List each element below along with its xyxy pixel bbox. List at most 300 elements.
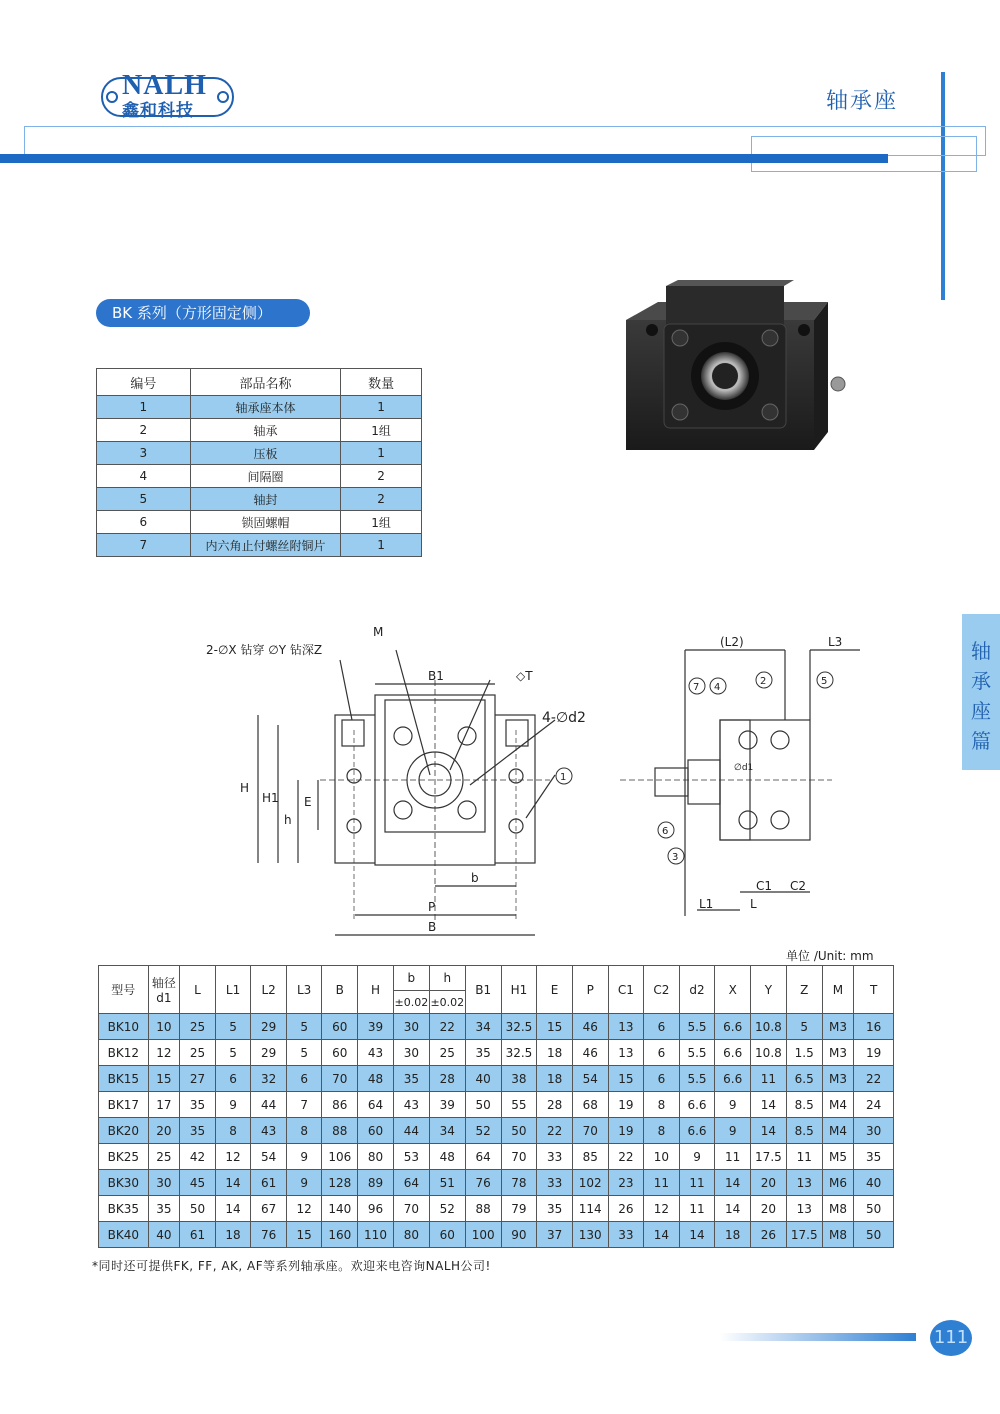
spec-cell: 130 (572, 1222, 608, 1248)
spec-cell: 22 (537, 1118, 573, 1144)
side-view (620, 650, 860, 916)
parts-row (97, 465, 422, 488)
spec-row (99, 1040, 894, 1066)
side-category-tab (962, 614, 1000, 770)
spec-cell: 29 (251, 1040, 287, 1066)
spec-cell: 96 (358, 1196, 394, 1222)
spec-cell: 25 (429, 1040, 465, 1066)
series-title-pill: BK 系列（方形固定侧） (96, 299, 310, 327)
spec-cell: 34 (429, 1118, 465, 1144)
spec-cell: 10 (644, 1144, 680, 1170)
spec-header-cell: C1 (608, 966, 644, 1014)
spec-cell: 11 (786, 1144, 822, 1170)
spec-cell: 60 (322, 1040, 358, 1066)
spec-header-model: 型号 (99, 966, 149, 1014)
parts-cell: 间隔圈 (190, 465, 341, 488)
label-p: P (428, 900, 436, 914)
spec-cell: 60 (429, 1222, 465, 1248)
spec-cell-model: BK30 (99, 1170, 149, 1196)
front-view (258, 650, 555, 935)
parts-cell: 1 (341, 396, 422, 419)
spec-cell-model: BK20 (99, 1118, 149, 1144)
spec-cell: 15 (286, 1222, 322, 1248)
parts-cell: 3 (97, 442, 191, 465)
parts-cell: 1 (341, 534, 422, 557)
spec-cell: 14 (715, 1196, 751, 1222)
spec-cell: 55 (501, 1092, 537, 1118)
spec-cell: 54 (572, 1066, 608, 1092)
spec-cell: 10.8 (751, 1014, 787, 1040)
spec-cell: 8 (215, 1118, 251, 1144)
spec-cell: 67 (251, 1196, 287, 1222)
spec-cell: 48 (358, 1066, 394, 1092)
spec-cell: 40 (148, 1222, 180, 1248)
spec-cell: 60 (322, 1014, 358, 1040)
spec-header-h: h (429, 966, 465, 991)
parts-cell: 6 (97, 511, 191, 534)
label-h-small: h (284, 813, 292, 827)
spec-cell: 8 (286, 1118, 322, 1144)
spec-row (99, 1196, 894, 1222)
spec-cell: 35 (148, 1196, 180, 1222)
callout-3: 3 (672, 852, 679, 863)
spec-header-d1 (148, 966, 180, 1014)
spec-cell: 114 (572, 1196, 608, 1222)
parts-row (97, 396, 422, 419)
spec-cell: 20 (751, 1196, 787, 1222)
spec-cell: 13 (786, 1170, 822, 1196)
spec-cell: 12 (644, 1196, 680, 1222)
spec-cell: 64 (393, 1170, 429, 1196)
spec-cell: 12 (215, 1144, 251, 1170)
spec-cell: 24 (854, 1092, 894, 1118)
spec-header-cell: B (322, 966, 358, 1014)
spec-cell: 43 (393, 1092, 429, 1118)
spec-cell: 89 (358, 1170, 394, 1196)
spec-cell: 18 (215, 1222, 251, 1248)
spec-cell: 10 (148, 1014, 180, 1040)
spec-cell-model: BK10 (99, 1014, 149, 1040)
spec-header-cell: E (537, 966, 573, 1014)
spec-cell: 33 (537, 1170, 573, 1196)
spec-cell: 5 (215, 1040, 251, 1066)
spec-cell: 6.6 (679, 1118, 715, 1144)
spec-cell: 50 (854, 1196, 894, 1222)
parts-row (97, 419, 422, 442)
parts-cell: 2 (341, 465, 422, 488)
spec-cell: 30 (393, 1014, 429, 1040)
section-title: 轴承座 (826, 89, 899, 114)
spec-cell: 35 (393, 1066, 429, 1092)
spec-cell: 5 (286, 1040, 322, 1066)
spec-cell: 61 (251, 1170, 287, 1196)
spec-cell: 5.5 (679, 1040, 715, 1066)
spec-cell: M8 (822, 1196, 854, 1222)
parts-cell: 内六角止付螺丝附铜片 (190, 534, 341, 557)
spec-header-cell: d2 (679, 966, 715, 1014)
spec-cell: 52 (465, 1118, 501, 1144)
spec-cell: 51 (429, 1170, 465, 1196)
spec-cell: 50 (854, 1222, 894, 1248)
spec-cell: M3 (822, 1066, 854, 1092)
spec-header-row (99, 966, 894, 991)
callout-2: 2 (760, 676, 767, 687)
spec-cell: 35 (854, 1144, 894, 1170)
spec-cell: 88 (465, 1196, 501, 1222)
spec-cell-model: BK17 (99, 1092, 149, 1118)
spec-cell: 64 (358, 1092, 394, 1118)
parts-cell: 1组 (341, 511, 422, 534)
spec-header-cell: B1 (465, 966, 501, 1014)
spec-cell: M4 (822, 1092, 854, 1118)
spec-table (98, 965, 894, 1248)
parts-cell: 7 (97, 534, 191, 557)
spec-cell: 50 (465, 1092, 501, 1118)
spec-cell: 13 (608, 1040, 644, 1066)
parts-header-row (97, 369, 422, 396)
spec-cell: 52 (429, 1196, 465, 1222)
spec-cell: M8 (822, 1222, 854, 1248)
bearing-block-photo (608, 280, 848, 452)
spec-cell: 26 (751, 1222, 787, 1248)
parts-row (97, 534, 422, 557)
spec-cell: 15 (537, 1014, 573, 1040)
callout-7: 7 (693, 682, 700, 693)
parts-cell: 1组 (341, 419, 422, 442)
spec-cell: 10.8 (751, 1040, 787, 1066)
spec-cell: 32 (251, 1066, 287, 1092)
spec-cell: 35 (537, 1196, 573, 1222)
spec-cell: 5 (286, 1014, 322, 1040)
spec-cell: 13 (786, 1196, 822, 1222)
label-b1: B1 (428, 669, 444, 683)
header-vertical-bar (941, 72, 945, 300)
spec-cell: 18 (537, 1040, 573, 1066)
footer-gradient-bar (720, 1333, 916, 1341)
spec-cell: 19 (854, 1040, 894, 1066)
technical-drawings (200, 620, 860, 940)
spec-cell: 6.6 (715, 1014, 751, 1040)
spec-header-b-tol: ±0.02 (393, 991, 429, 1014)
spec-cell: 70 (322, 1066, 358, 1092)
spec-cell: 6.6 (715, 1066, 751, 1092)
spec-cell: 128 (322, 1170, 358, 1196)
spec-cell: 9 (715, 1092, 751, 1118)
label-m: M (373, 625, 384, 639)
spec-cell: 6.5 (786, 1066, 822, 1092)
label-l2: (L2) (720, 635, 744, 649)
spec-cell: 48 (429, 1144, 465, 1170)
spec-header-cell: X (715, 966, 751, 1014)
spec-cell: 5.5 (679, 1066, 715, 1092)
spec-cell: 140 (322, 1196, 358, 1222)
spec-cell: 44 (393, 1118, 429, 1144)
spec-cell: 6 (215, 1066, 251, 1092)
spec-cell: 40 (854, 1170, 894, 1196)
spec-header-cell: T (854, 966, 894, 1014)
spec-row (99, 1222, 894, 1248)
label-t: ◇T (516, 669, 533, 683)
label-l1: L1 (699, 897, 714, 911)
label-e: E (304, 795, 312, 809)
parts-cell: 1 (341, 442, 422, 465)
spec-header-cell: H1 (501, 966, 537, 1014)
spec-cell: 14 (715, 1170, 751, 1196)
spec-cell-model: BK12 (99, 1040, 149, 1066)
spec-row (99, 1118, 894, 1144)
spec-header-cell: M (822, 966, 854, 1014)
side-tab-char: 承 (971, 669, 991, 693)
unit-label: 单位 /Unit: mm (786, 949, 874, 963)
spec-cell: 14 (215, 1196, 251, 1222)
spec-cell: 14 (679, 1222, 715, 1248)
spec-cell-model: BK25 (99, 1144, 149, 1170)
parts-cell: 2 (97, 419, 191, 442)
callout-4: 4 (714, 682, 721, 693)
parts-header-qty: 数量 (341, 369, 422, 396)
spec-cell: 50 (501, 1118, 537, 1144)
logo-text-bottom: 鑫和科技 (122, 101, 194, 121)
spec-cell: 6 (644, 1014, 680, 1040)
spec-header-h-tol: ±0.02 (429, 991, 465, 1014)
spec-cell: 22 (608, 1144, 644, 1170)
spec-cell: 8.5 (786, 1118, 822, 1144)
spec-cell: 20 (751, 1170, 787, 1196)
spec-header-cell: L3 (286, 966, 322, 1014)
spec-cell: 25 (180, 1014, 216, 1040)
spec-cell: 14 (751, 1118, 787, 1144)
spec-cell: 30 (393, 1040, 429, 1066)
spec-cell: 6.6 (679, 1092, 715, 1118)
spec-cell: M3 (822, 1040, 854, 1066)
spec-cell: 35 (180, 1118, 216, 1144)
spec-cell: 20 (148, 1118, 180, 1144)
label-c2: C2 (790, 879, 807, 893)
spec-row (99, 1170, 894, 1196)
spec-cell: 17 (148, 1092, 180, 1118)
spec-cell: 68 (572, 1092, 608, 1118)
spec-cell: 110 (358, 1222, 394, 1248)
spec-cell: 30 (854, 1118, 894, 1144)
spec-cell: 9 (715, 1118, 751, 1144)
spec-cell: 11 (715, 1144, 751, 1170)
spec-cell: 106 (322, 1144, 358, 1170)
side-tab-char: 座 (971, 699, 991, 723)
spec-cell: 12 (286, 1196, 322, 1222)
spec-cell: 38 (501, 1066, 537, 1092)
spec-row (99, 1014, 894, 1040)
spec-cell: 80 (393, 1222, 429, 1248)
spec-cell: 76 (251, 1222, 287, 1248)
label-l: L (750, 897, 757, 911)
spec-cell: 60 (358, 1118, 394, 1144)
spec-cell: 14 (751, 1092, 787, 1118)
spec-cell: 9 (286, 1170, 322, 1196)
header-blue-bar (0, 154, 888, 163)
spec-cell: 22 (429, 1014, 465, 1040)
parts-header-no: 编号 (97, 369, 191, 396)
spec-cell: 37 (537, 1222, 573, 1248)
spec-cell: 22 (854, 1066, 894, 1092)
spec-cell: 11 (679, 1170, 715, 1196)
label-hole-note: 2-∅X 钻穿 ∅Y 钻深Z (206, 643, 323, 657)
spec-cell: 70 (501, 1144, 537, 1170)
spec-cell: 88 (322, 1118, 358, 1144)
spec-cell: 45 (180, 1170, 216, 1196)
spec-cell: 80 (358, 1144, 394, 1170)
parts-cell: 轴承 (190, 419, 341, 442)
spec-cell: 14 (644, 1222, 680, 1248)
spec-cell: 14 (215, 1170, 251, 1196)
spec-cell: 5 (215, 1014, 251, 1040)
spec-cell: 46 (572, 1040, 608, 1066)
spec-cell-model: BK35 (99, 1196, 149, 1222)
spec-header-cell: P (572, 966, 608, 1014)
spec-cell: 17.5 (751, 1144, 787, 1170)
spec-cell: 32.5 (501, 1040, 537, 1066)
spec-cell: 6 (644, 1066, 680, 1092)
spec-cell: 19 (608, 1118, 644, 1144)
parts-row (97, 442, 422, 465)
spec-header-b: b (393, 966, 429, 991)
spec-cell: 102 (572, 1170, 608, 1196)
parts-cell: 5 (97, 488, 191, 511)
parts-header-name: 部品名称 (190, 369, 341, 396)
spec-cell: 11 (644, 1170, 680, 1196)
spec-cell: 39 (429, 1092, 465, 1118)
spec-cell: 79 (501, 1196, 537, 1222)
spec-row (99, 1144, 894, 1170)
spec-cell: 5.5 (679, 1014, 715, 1040)
spec-cell: 16 (854, 1014, 894, 1040)
label-b-small: b (471, 871, 479, 885)
company-logo (100, 70, 235, 121)
spec-cell: 50 (180, 1196, 216, 1222)
spec-cell-model: BK40 (99, 1222, 149, 1248)
spec-cell: 25 (180, 1040, 216, 1066)
parts-cell: 4 (97, 465, 191, 488)
spec-cell: 26 (608, 1196, 644, 1222)
spec-cell: 40 (465, 1066, 501, 1092)
spec-cell: 35 (465, 1040, 501, 1066)
spec-cell: M3 (822, 1014, 854, 1040)
spec-cell: 70 (572, 1118, 608, 1144)
spec-cell: 18 (537, 1066, 573, 1092)
spec-cell: 54 (251, 1144, 287, 1170)
parts-cell: 轴封 (190, 488, 341, 511)
spec-cell: 7 (286, 1092, 322, 1118)
spec-cell: 100 (465, 1222, 501, 1248)
parts-cell: 压板 (190, 442, 341, 465)
spec-cell: 33 (608, 1222, 644, 1248)
spec-cell: 28 (537, 1092, 573, 1118)
spec-cell: 9 (215, 1092, 251, 1118)
spec-cell: M6 (822, 1170, 854, 1196)
spec-cell: 11 (751, 1066, 787, 1092)
spec-cell: 1.5 (786, 1040, 822, 1066)
spec-row (99, 1066, 894, 1092)
spec-cell: 15 (148, 1066, 180, 1092)
spec-cell: 43 (251, 1118, 287, 1144)
logo-text-top: NALH (122, 70, 207, 101)
spec-cell: 44 (251, 1092, 287, 1118)
spec-cell: 27 (180, 1066, 216, 1092)
spec-cell: 15 (608, 1066, 644, 1092)
spec-cell: 9 (679, 1144, 715, 1170)
spec-row (99, 1092, 894, 1118)
spec-cell-model: BK15 (99, 1066, 149, 1092)
spec-cell: 8 (644, 1092, 680, 1118)
parts-row (97, 511, 422, 534)
spec-cell: 64 (465, 1144, 501, 1170)
spec-cell: 18 (715, 1222, 751, 1248)
side-tab-char: 篇 (971, 729, 991, 753)
spec-header-cell: L1 (215, 966, 251, 1014)
spec-cell: 9 (286, 1144, 322, 1170)
page-number: 111 (930, 1320, 972, 1356)
spec-header-cell: L (180, 966, 216, 1014)
spec-cell: 35 (180, 1092, 216, 1118)
callout-1: 1 (560, 772, 567, 783)
spec-cell: 76 (465, 1170, 501, 1196)
spec-cell: 42 (180, 1144, 216, 1170)
spec-cell: 23 (608, 1170, 644, 1196)
spec-cell: 78 (501, 1170, 537, 1196)
label-b: B (428, 920, 437, 934)
spec-cell: 5 (786, 1014, 822, 1040)
spec-cell: M5 (822, 1144, 854, 1170)
spec-cell: 17.5 (786, 1222, 822, 1248)
spec-header-cell: H (358, 966, 394, 1014)
label-c1: C1 (756, 879, 773, 893)
spec-header-cell: L2 (251, 966, 287, 1014)
label-l3: L3 (828, 635, 843, 649)
callout-6: 6 (662, 826, 669, 837)
callout-5: 5 (821, 676, 828, 687)
spec-cell: 25 (148, 1144, 180, 1170)
spec-header-d1-bottom: d1 (156, 991, 172, 1005)
spec-header-cell: Z (786, 966, 822, 1014)
spec-cell: 12 (148, 1040, 180, 1066)
label-d2: 4-∅d2 (542, 710, 586, 726)
spec-cell: 90 (501, 1222, 537, 1248)
label-h: H (240, 781, 250, 795)
parts-cell: 锁固螺帽 (190, 511, 341, 534)
spec-cell: 85 (572, 1144, 608, 1170)
spec-cell: 8 (644, 1118, 680, 1144)
spec-table-body (99, 1014, 894, 1248)
spec-cell: 8.5 (786, 1092, 822, 1118)
spec-cell: 11 (679, 1196, 715, 1222)
spec-cell: 6.6 (715, 1040, 751, 1066)
spec-cell: 34 (465, 1014, 501, 1040)
spec-cell: 160 (322, 1222, 358, 1248)
spec-cell: 6 (644, 1040, 680, 1066)
parts-cell: 1 (97, 396, 191, 419)
spec-cell: 6 (286, 1066, 322, 1092)
spec-cell: 29 (251, 1014, 287, 1040)
spec-cell: 32.5 (501, 1014, 537, 1040)
footnote: *同时还可提供FK, FF, AK, AF等系列轴承座。欢迎来电咨询NALH公司! (92, 1259, 491, 1273)
spec-cell: 39 (358, 1014, 394, 1040)
spec-cell: 19 (608, 1092, 644, 1118)
spec-cell: 33 (537, 1144, 573, 1170)
parts-cell: 2 (341, 488, 422, 511)
spec-cell: 43 (358, 1040, 394, 1066)
spec-header-cell: Y (751, 966, 787, 1014)
spec-cell: 86 (322, 1092, 358, 1118)
spec-cell: 13 (608, 1014, 644, 1040)
